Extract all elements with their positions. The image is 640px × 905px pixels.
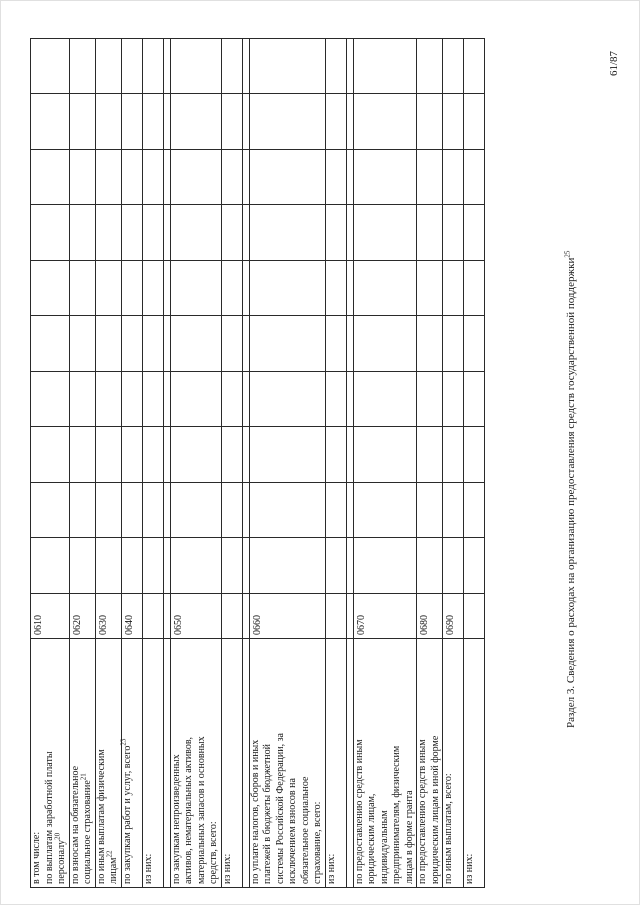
value-cell[interactable] xyxy=(221,316,242,372)
value-cell[interactable] xyxy=(121,538,142,594)
value-cell[interactable] xyxy=(325,427,346,483)
row-label-line: из них: xyxy=(142,853,154,884)
value-cell[interactable] xyxy=(249,538,325,594)
spacer-cell xyxy=(242,150,249,206)
value-cell[interactable] xyxy=(221,427,242,483)
spacer-cell xyxy=(163,39,170,95)
value-cell[interactable] xyxy=(443,94,464,150)
value-cell[interactable] xyxy=(353,205,417,261)
value-cell[interactable] xyxy=(121,483,142,539)
value-cell[interactable] xyxy=(443,427,464,483)
spacer-cell xyxy=(346,150,353,206)
value-cell[interactable] xyxy=(417,538,443,594)
value-cell[interactable] xyxy=(95,150,121,206)
spacer-cell xyxy=(163,594,170,639)
spacer-cell xyxy=(346,205,353,261)
footnote-ref: 21 xyxy=(79,773,88,781)
value-cell[interactable] xyxy=(325,39,346,95)
row-label xyxy=(249,639,325,888)
value-cell[interactable] xyxy=(69,205,95,261)
row-label-line: индивидуальным xyxy=(378,810,390,884)
section-title-text: Раздел 3. Сведения о расходах на организацию предоставления средств государственной поддержки xyxy=(565,257,577,728)
table-row xyxy=(170,39,221,888)
value-cell[interactable] xyxy=(443,316,464,372)
row-code: 0620 xyxy=(69,594,95,639)
row-label-line: по иным выплатам физическим xyxy=(95,749,107,884)
value-cell[interactable] xyxy=(170,39,221,95)
value-cell[interactable] xyxy=(417,261,443,317)
spacer-row xyxy=(346,39,353,888)
spacer-cell xyxy=(346,94,353,150)
value-cell[interactable] xyxy=(69,427,95,483)
row-label-line: средств, всего: xyxy=(208,821,219,884)
spacer-row xyxy=(163,39,170,888)
value-cell[interactable] xyxy=(353,427,417,483)
value-cell[interactable] xyxy=(464,150,485,206)
row-code xyxy=(325,594,346,639)
value-cell[interactable] xyxy=(170,316,221,372)
value-cell[interactable] xyxy=(95,39,121,95)
value-cell[interactable] xyxy=(464,316,485,372)
spacer-cell xyxy=(346,483,353,539)
value-cell[interactable] xyxy=(464,538,485,594)
row-label-line: по предоставлению средств иным xyxy=(353,739,365,884)
row-label xyxy=(121,639,142,888)
value-cell[interactable] xyxy=(170,427,221,483)
value-cell[interactable] xyxy=(464,261,485,317)
spacer-cell xyxy=(242,538,249,594)
value-cell[interactable] xyxy=(249,261,325,317)
spacer-cell xyxy=(242,594,249,639)
value-cell[interactable] xyxy=(417,150,443,206)
row-label-line: активов, нематериальных активов, xyxy=(183,736,194,884)
value-cell[interactable] xyxy=(221,205,242,261)
row-code: 0630 xyxy=(95,594,121,639)
value-cell[interactable] xyxy=(325,372,346,428)
row-label-line: платежей в бюджеты бюджетной xyxy=(262,744,273,884)
value-cell[interactable] xyxy=(31,39,70,95)
value-cell[interactable] xyxy=(121,316,142,372)
value-cell[interactable] xyxy=(249,372,325,428)
value-cell[interactable] xyxy=(95,94,121,150)
value-cell[interactable] xyxy=(325,316,346,372)
row-label xyxy=(142,639,163,888)
value-cell[interactable] xyxy=(170,261,221,317)
value-cell[interactable] xyxy=(249,150,325,206)
value-cell[interactable] xyxy=(417,94,443,150)
value-cell[interactable] xyxy=(417,316,443,372)
spacer-cell xyxy=(163,483,170,539)
value-cell[interactable] xyxy=(95,483,121,539)
row-label xyxy=(170,639,221,888)
spacer-cell xyxy=(242,372,249,428)
row-label-line: лицам в форме гранта xyxy=(403,790,415,884)
value-cell[interactable] xyxy=(464,205,485,261)
spacer-cell xyxy=(242,639,249,888)
value-cell[interactable] xyxy=(249,427,325,483)
value-cell[interactable] xyxy=(121,150,142,206)
value-cell[interactable] xyxy=(69,94,95,150)
row-label-line: из них: xyxy=(221,853,233,884)
value-cell[interactable] xyxy=(353,316,417,372)
value-cell[interactable] xyxy=(464,39,485,95)
value-cell[interactable] xyxy=(121,427,142,483)
row-code: 0690 xyxy=(443,594,464,639)
value-cell[interactable] xyxy=(69,483,95,539)
value-cell[interactable] xyxy=(31,538,70,594)
row-label xyxy=(69,639,95,888)
spacer-cell xyxy=(346,639,353,888)
value-cell[interactable] xyxy=(325,150,346,206)
value-cell[interactable] xyxy=(249,316,325,372)
row-label-line: из них: xyxy=(464,853,475,884)
value-cell[interactable] xyxy=(69,261,95,317)
row-label-line: по закупкам непроизведенных xyxy=(170,754,182,884)
value-cell[interactable] xyxy=(443,150,464,206)
value-cell[interactable] xyxy=(443,372,464,428)
value-cell[interactable] xyxy=(69,39,95,95)
value-cell[interactable] xyxy=(221,538,242,594)
value-cell[interactable] xyxy=(121,205,142,261)
value-cell[interactable] xyxy=(325,483,346,539)
table-row xyxy=(464,39,485,888)
section-title xyxy=(565,251,577,728)
value-cell[interactable] xyxy=(31,150,70,206)
footnote-ref: 22 xyxy=(105,850,114,858)
value-cell[interactable] xyxy=(353,483,417,539)
expense-table xyxy=(30,38,485,888)
row-code xyxy=(221,594,242,639)
row-label-line: по закупкам работ и услуг, всего xyxy=(121,745,133,884)
spacer-cell xyxy=(242,205,249,261)
row-label-line: по уплате налогов, сборов и иных xyxy=(249,739,261,884)
table-row xyxy=(121,39,142,888)
value-cell[interactable] xyxy=(170,150,221,206)
value-cell[interactable] xyxy=(69,150,95,206)
row-label xyxy=(464,639,485,888)
row-label-line: по выплатам заработной платы xyxy=(43,751,55,884)
value-cell[interactable] xyxy=(325,261,346,317)
spacer-cell xyxy=(163,205,170,261)
spacer-cell xyxy=(163,372,170,428)
value-cell[interactable] xyxy=(95,316,121,372)
value-cell[interactable] xyxy=(142,483,163,539)
table-row xyxy=(417,39,443,888)
row-label xyxy=(325,639,346,888)
row-label xyxy=(443,639,464,888)
row-label-line: в том числе: xyxy=(31,831,42,884)
spacer-cell xyxy=(346,538,353,594)
value-cell[interactable] xyxy=(69,538,95,594)
value-cell[interactable] xyxy=(464,372,485,428)
value-cell[interactable] xyxy=(249,94,325,150)
spacer-cell xyxy=(346,316,353,372)
row-code xyxy=(464,594,485,639)
table-row xyxy=(443,39,464,888)
value-cell[interactable] xyxy=(142,150,163,206)
value-cell[interactable] xyxy=(443,538,464,594)
value-cell[interactable] xyxy=(142,538,163,594)
row-code: 0660 xyxy=(249,594,325,639)
value-cell[interactable] xyxy=(170,372,221,428)
value-cell[interactable] xyxy=(121,261,142,317)
value-cell[interactable] xyxy=(95,372,121,428)
row-label-line: по предоставлению средств иным xyxy=(417,739,428,884)
table-row xyxy=(221,39,242,888)
value-cell[interactable] xyxy=(170,94,221,150)
value-cell[interactable] xyxy=(31,427,70,483)
value-cell[interactable] xyxy=(443,39,464,95)
value-cell[interactable] xyxy=(417,427,443,483)
value-cell[interactable] xyxy=(325,538,346,594)
value-cell[interactable] xyxy=(443,483,464,539)
value-cell[interactable] xyxy=(170,205,221,261)
spacer-cell xyxy=(242,39,249,95)
row-label-line: персоналу xyxy=(56,839,67,884)
value-cell[interactable] xyxy=(353,538,417,594)
value-cell[interactable] xyxy=(249,205,325,261)
value-cell[interactable] xyxy=(142,316,163,372)
row-label-line: лицам xyxy=(108,857,119,884)
page-number: 61/87 xyxy=(608,50,620,76)
value-cell[interactable] xyxy=(95,261,121,317)
spacer-cell xyxy=(163,427,170,483)
row-label xyxy=(221,639,242,888)
value-cell[interactable] xyxy=(221,94,242,150)
rotated-page xyxy=(20,33,620,888)
spacer-cell xyxy=(163,639,170,888)
table-row xyxy=(69,39,95,888)
spacer-cell xyxy=(242,483,249,539)
value-cell[interactable] xyxy=(417,39,443,95)
value-cell[interactable] xyxy=(121,94,142,150)
value-cell[interactable] xyxy=(142,205,163,261)
value-cell[interactable] xyxy=(170,483,221,539)
row-label-line: социальное страхование xyxy=(82,780,93,884)
value-cell[interactable] xyxy=(353,372,417,428)
spacer-cell xyxy=(163,150,170,206)
row-label xyxy=(417,639,443,888)
table-row xyxy=(142,39,163,888)
spacer-cell xyxy=(163,94,170,150)
spacer-cell xyxy=(163,538,170,594)
value-cell[interactable] xyxy=(221,150,242,206)
value-cell[interactable] xyxy=(170,538,221,594)
row-label-line: системы Российской Федерации, за xyxy=(274,733,286,884)
spacer-cell xyxy=(242,94,249,150)
value-cell[interactable] xyxy=(31,261,70,317)
value-cell[interactable] xyxy=(443,261,464,317)
value-cell[interactable] xyxy=(95,205,121,261)
value-cell[interactable] xyxy=(417,483,443,539)
spacer-cell xyxy=(346,261,353,317)
value-cell[interactable] xyxy=(31,372,70,428)
row-code: 0680 xyxy=(417,594,443,639)
spacer-cell xyxy=(346,427,353,483)
value-cell[interactable] xyxy=(121,39,142,95)
row-label xyxy=(95,639,121,888)
footnote-ref: 23 xyxy=(119,738,128,746)
value-cell[interactable] xyxy=(121,372,142,428)
spacer-cell xyxy=(242,427,249,483)
spacer-cell xyxy=(346,372,353,428)
value-cell[interactable] xyxy=(69,372,95,428)
value-cell[interactable] xyxy=(464,94,485,150)
row-label-line: из них: xyxy=(325,853,337,884)
value-cell[interactable] xyxy=(353,150,417,206)
value-cell[interactable] xyxy=(353,94,417,150)
spacer-row xyxy=(242,39,249,888)
value-cell[interactable] xyxy=(142,261,163,317)
value-cell[interactable] xyxy=(325,205,346,261)
section-title-footnote: 25 xyxy=(563,250,572,258)
row-label xyxy=(353,639,417,888)
row-label-line: материальных запасов и основных xyxy=(195,736,207,884)
value-cell[interactable] xyxy=(417,205,443,261)
row-code: 0670 xyxy=(353,594,417,639)
value-cell[interactable] xyxy=(443,205,464,261)
value-cell[interactable] xyxy=(325,94,346,150)
table-row xyxy=(249,39,325,888)
row-label-line: юридическим лицам, xyxy=(366,793,377,884)
value-cell[interactable] xyxy=(353,39,417,95)
row-label xyxy=(31,639,70,888)
row-label-line: юридическим лицам в иной форме xyxy=(429,735,441,884)
value-cell[interactable] xyxy=(221,372,242,428)
row-code xyxy=(142,594,163,639)
value-cell[interactable] xyxy=(464,427,485,483)
row-label-line: страхование, всего: xyxy=(312,801,323,884)
value-cell[interactable] xyxy=(221,261,242,317)
table-row xyxy=(95,39,121,888)
value-cell[interactable] xyxy=(221,39,242,95)
value-cell[interactable] xyxy=(464,483,485,539)
value-cell[interactable] xyxy=(95,427,121,483)
value-cell[interactable] xyxy=(31,316,70,372)
value-cell[interactable] xyxy=(249,39,325,95)
spacer-cell xyxy=(346,594,353,639)
footnote-ref: 20 xyxy=(53,832,62,840)
row-label-line: исключением взносов на xyxy=(287,778,298,884)
spacer-cell xyxy=(242,261,249,317)
expense-table-body xyxy=(31,39,485,888)
value-cell[interactable] xyxy=(249,483,325,539)
value-cell[interactable] xyxy=(417,372,443,428)
value-cell[interactable] xyxy=(69,316,95,372)
spacer-cell xyxy=(242,316,249,372)
value-cell[interactable] xyxy=(142,39,163,95)
value-cell[interactable] xyxy=(95,538,121,594)
value-cell[interactable] xyxy=(353,261,417,317)
value-cell[interactable] xyxy=(142,427,163,483)
row-label-line: обязательное социальное xyxy=(299,776,311,884)
value-cell[interactable] xyxy=(142,372,163,428)
spacer-cell xyxy=(163,316,170,372)
row-code: 0640 xyxy=(121,594,142,639)
table-row xyxy=(31,39,70,888)
row-label-line: предпринимателям, физическим xyxy=(391,745,402,884)
table-row xyxy=(353,39,417,888)
table-row xyxy=(325,39,346,888)
value-cell[interactable] xyxy=(142,94,163,150)
row-code: 0650 xyxy=(170,594,221,639)
spacer-cell xyxy=(346,39,353,95)
value-cell[interactable] xyxy=(31,94,70,150)
value-cell[interactable] xyxy=(31,483,70,539)
spacer-cell xyxy=(163,261,170,317)
row-code: 0610 xyxy=(31,594,70,639)
value-cell[interactable] xyxy=(31,205,70,261)
row-label-line: по взносам на обязательное xyxy=(69,765,81,884)
value-cell[interactable] xyxy=(221,483,242,539)
row-label-line: по иным выплатам, всего: xyxy=(443,773,454,884)
